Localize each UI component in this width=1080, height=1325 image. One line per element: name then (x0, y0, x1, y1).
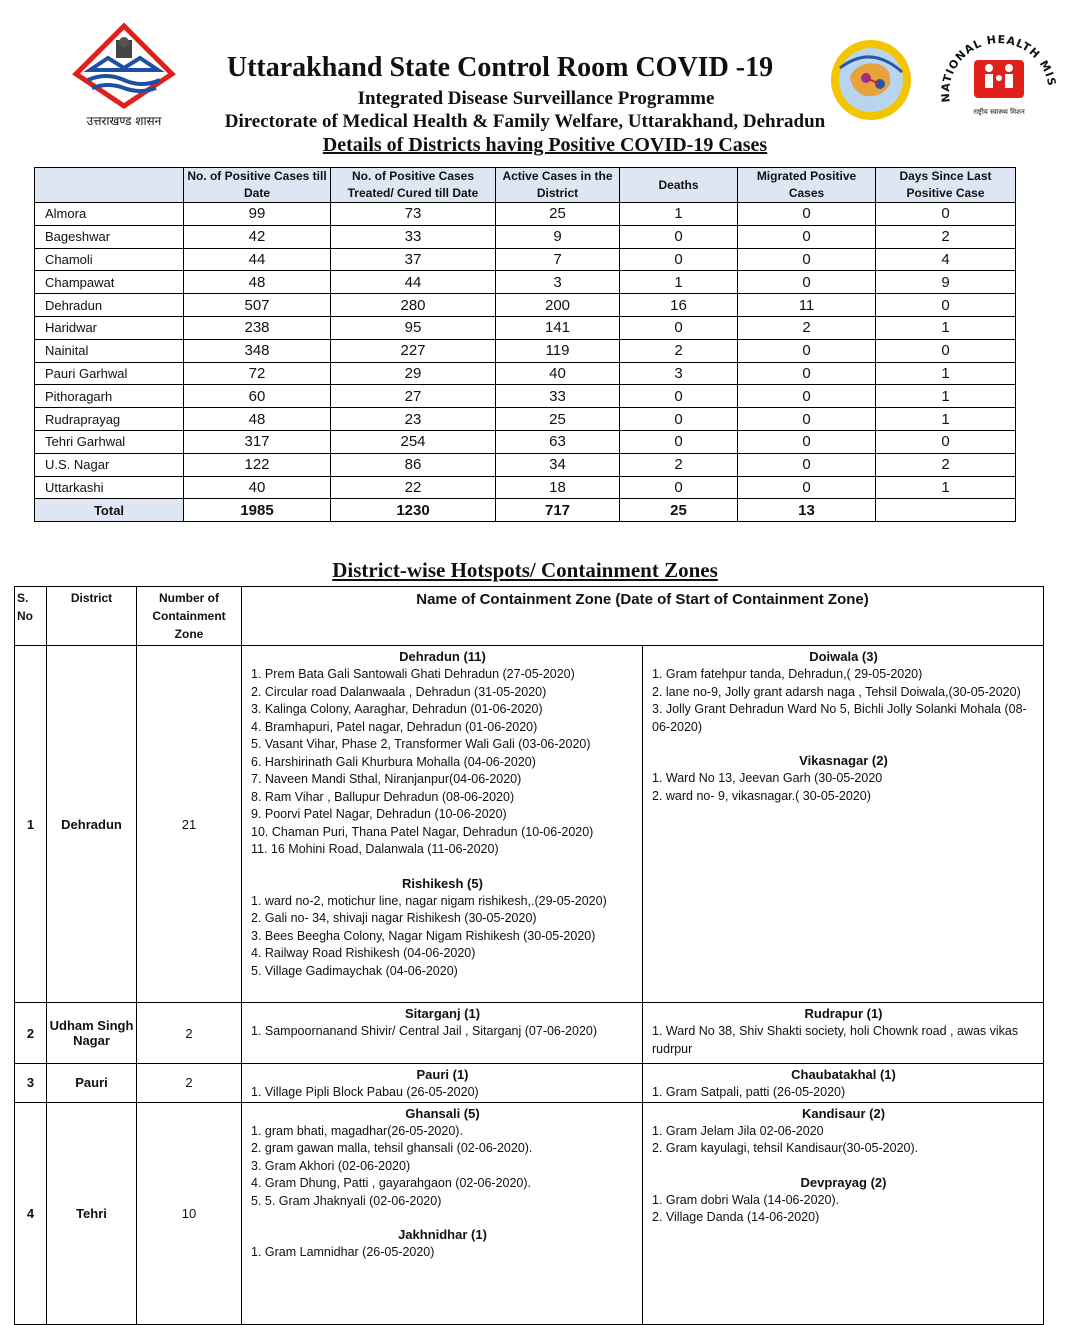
cell-positive-cases: 317 (184, 430, 331, 453)
row-zone-count: 2 (137, 1064, 242, 1103)
zone-list (652, 1084, 1035, 1102)
zone-group-title: Rishikesh (5) (402, 875, 483, 891)
total-positive-cases: 1985 (184, 499, 331, 522)
cell-cured-cases: 254 (331, 430, 496, 453)
zone-group-title: Ghansali (5) (405, 1105, 480, 1121)
cell-cured-cases: 44 (331, 271, 496, 294)
cell-cured-cases: 37 (331, 248, 496, 271)
list-item: 10. Chaman Puri, Thana Patel Nagar, Dehradun (10-06-2020) (251, 824, 594, 839)
table-row (35, 294, 1016, 317)
zones-column-left (242, 646, 643, 1002)
containment-section-title: District-wise Hotspots/ Containment Zones (332, 558, 718, 582)
nhm-arc-text: NATIONAL HEALTH MIS (938, 33, 1058, 103)
list-item: 1. Gram Lamnidhar (26-05-2020) (251, 1245, 435, 1259)
row-sno: 3 (15, 1064, 47, 1103)
table-row (35, 316, 1016, 339)
list-item: 3. Kalinga Colony, Aaraghar, Dehradun (01-06-2020) (251, 702, 543, 716)
cell-deaths: 0 (620, 408, 738, 431)
cell-deaths: 1 (620, 203, 738, 226)
cell-active-cases: 200 (496, 294, 620, 317)
cell-positive-cases: 122 (184, 453, 331, 476)
cell-migrated-cases: 0 (738, 453, 876, 476)
list-item: 4. Gram Dhung, Patti , gayarahgaon (02-06-2020). (251, 1176, 532, 1190)
cell-deaths: 16 (620, 294, 738, 317)
cell-active-cases: 40 (496, 362, 620, 385)
cell-positive-cases: 60 (184, 385, 331, 408)
cell-positive-cases: 42 (184, 225, 331, 248)
zones-grid (242, 646, 1043, 1002)
cell-migrated-cases: 0 (738, 408, 876, 431)
cell-cured-cases: 86 (331, 453, 496, 476)
list-item: 6. Harshirinath Gali Khurbura Mohalla (04-06-2020) (251, 754, 536, 769)
zone-group-title: Doiwala (3) (809, 649, 878, 664)
list-item: 7. Naveen Mandi Sthal, Niranjanpur(04-06-2020) (251, 772, 522, 786)
cases-table-header-row (35, 168, 1016, 203)
group-spacer (251, 859, 634, 875)
cell-migrated-cases: 0 (738, 385, 876, 408)
table-row (35, 225, 1016, 248)
list-item: 1. Gram Satpali, patti (26-05-2020) (652, 1085, 846, 1099)
cell-days-since-last: 9 (876, 271, 1016, 294)
cell-migrated-cases: 0 (738, 476, 876, 499)
cell-days-since-last: 0 (876, 430, 1016, 453)
zone-group-title: Chaubatakhal (1) (791, 1067, 896, 1082)
containment-row (15, 1003, 1044, 1064)
cell-active-cases: 141 (496, 316, 620, 339)
list-item: 4. Bramhapuri, Patel nagar, Dehradun (01-06-2020) (251, 719, 538, 734)
zones-column-left (242, 1103, 643, 1324)
cell-deaths: 0 (620, 316, 738, 339)
list-item: 5. Vasant Vihar, Phase 2, Transformer Wali Gali (03-06-2020) (251, 737, 591, 751)
cell-migrated-cases: 11 (738, 294, 876, 317)
cell-positive-cases: 507 (184, 294, 331, 317)
zone-group-title: Dehradun (11) (399, 649, 486, 664)
cell-migrated-cases: 0 (738, 430, 876, 453)
containment-row (15, 1064, 1044, 1103)
zones-column-right (643, 646, 1043, 1002)
cell-cured-cases: 23 (331, 408, 496, 431)
cell-deaths: 0 (620, 385, 738, 408)
list-item: 1. Gram dobri Wala (14-06-2020). (652, 1192, 840, 1207)
zone-group-title: Jakhnidhar (1) (398, 1227, 487, 1242)
zone-list (251, 666, 634, 859)
cell-active-cases: 25 (496, 203, 620, 226)
zone-list (251, 1084, 634, 1102)
cell-days-since-last: 2 (876, 225, 1016, 248)
zones-grid (242, 1103, 1043, 1324)
cell-district-name: Pauri Garhwal (35, 362, 184, 385)
cell-days-since-last: 1 (876, 385, 1016, 408)
list-item: 1. Sampoornanand Shivir/ Central Jail , Sitarganj (07-06-2020) (251, 1024, 598, 1038)
zone-group-title: Rudrapur (1) (804, 1006, 883, 1021)
group-spacer (652, 1158, 1035, 1174)
zone-group-title: Sitarganj (1) (404, 1006, 481, 1021)
cell-days-since-last: 1 (876, 476, 1016, 499)
cell-district-name: Almora (35, 203, 184, 226)
zones-column-left (242, 1003, 643, 1063)
total-district-name: Total (35, 499, 184, 522)
header-zone-names: Name of Containment Zone (Date of Start of Containment Zone) (242, 587, 1044, 646)
list-item: 1. Village Pipli Block Pabau (26-05-2020) (251, 1085, 479, 1099)
cell-district-name: Pithoragarh (35, 385, 184, 408)
cell-migrated-cases: 0 (738, 271, 876, 294)
row-sno: 2 (15, 1003, 47, 1064)
cell-deaths: 2 (620, 453, 738, 476)
cell-migrated-cases: 0 (738, 339, 876, 362)
cell-district-name: Dehradun (35, 294, 184, 317)
cell-positive-cases: 48 (184, 408, 331, 431)
cell-positive-cases: 48 (184, 271, 331, 294)
cell-positive-cases: 40 (184, 476, 331, 499)
containment-zones-table (14, 586, 1044, 1325)
table-row (35, 408, 1016, 431)
cell-district-name: Chamoli (35, 248, 184, 271)
cell-cured-cases: 280 (331, 294, 496, 317)
list-item: 1. Prem Bata Gali Santowali Ghati Dehradun (27-05-2020) (251, 667, 575, 681)
cell-deaths: 0 (620, 430, 738, 453)
table-row (35, 339, 1016, 362)
zone-group-title: Devprayag (2) (800, 1174, 887, 1190)
zone-list (251, 893, 634, 981)
header-migrated: Migrated Positive Cases (738, 168, 876, 203)
list-item: 2. lane no-9, Jolly grant adarsh naga , Tehsil Doiwala,(30-05-2020) (652, 684, 1021, 699)
cell-active-cases: 119 (496, 339, 620, 362)
cell-district-name: Rudraprayag (35, 408, 184, 431)
cell-active-cases: 63 (496, 430, 620, 453)
total-migrated-cases: 13 (738, 499, 876, 522)
row-sno: 1 (15, 646, 47, 1003)
row-district: Dehradun (47, 646, 137, 1003)
total-row (35, 499, 1016, 522)
zones-grid (242, 1064, 1043, 1102)
list-item: 2. ward no- 9, vikasnagar.( 30-05-2020) (652, 788, 871, 803)
cell-district-name: Nainital (35, 339, 184, 362)
table-row (35, 248, 1016, 271)
cell-district-name: U.S. Nagar (35, 453, 184, 476)
cell-deaths: 0 (620, 248, 738, 271)
page-title: Uttarakhand State Control Room COVID -19 (226, 52, 774, 83)
row-zones-cell (242, 646, 1044, 1003)
cell-district-name: Bageshwar (35, 225, 184, 248)
cell-migrated-cases: 0 (738, 362, 876, 385)
cell-deaths: 1 (620, 271, 738, 294)
header-district (35, 168, 184, 203)
cell-deaths: 2 (620, 339, 738, 362)
zone-list (652, 666, 1035, 736)
table-row (35, 203, 1016, 226)
list-item: 2. Gram kayulagi, tehsil Kandisaur(30-05-2020). (652, 1141, 919, 1155)
cell-days-since-last: 1 (876, 408, 1016, 431)
cell-cured-cases: 227 (331, 339, 496, 362)
list-item: 8. Ram Vihar , Ballupur Dehradun (08-06-2020) (251, 789, 515, 804)
list-item: 3. Bees Beegha Colony, Nagar Nigam Rishikesh (30-05-2020) (251, 928, 596, 943)
list-item: 1. Gram Jelam Jila 02-06-2020 (652, 1123, 824, 1138)
containment-row (15, 646, 1044, 1003)
row-zones-cell (242, 1064, 1044, 1103)
list-item: 1. Ward No 13, Jeevan Garh (30-05-2020 (652, 771, 883, 785)
cell-active-cases: 25 (496, 408, 620, 431)
row-district: Tehri (47, 1102, 137, 1324)
list-item: 9. Poorvi Patel Nagar, Dehradun (10-06-2020) (251, 807, 507, 821)
zone-list (251, 1023, 634, 1041)
header-deaths: Deaths (620, 168, 738, 203)
total-deaths: 25 (620, 499, 738, 522)
cell-cured-cases: 33 (331, 225, 496, 248)
row-district: Pauri (47, 1064, 137, 1103)
zone-list (251, 1244, 634, 1262)
nhm-hindi-caption: राष्ट्रीय स्वास्थ्य मिशन (973, 108, 1025, 116)
cell-deaths: 0 (620, 225, 738, 248)
list-item: 11. 16 Mohini Road, Dalanwala (11-06-2020) (251, 842, 499, 856)
cell-positive-cases: 44 (184, 248, 331, 271)
row-zones-cell (242, 1102, 1044, 1324)
cell-positive-cases: 238 (184, 316, 331, 339)
zone-list (652, 1023, 1035, 1058)
zone-list (652, 1192, 1035, 1227)
list-item: 1. ward no-2, motichur line, nagar nigam rishikesh,.(29-05-2020) (251, 893, 607, 908)
cell-positive-cases: 99 (184, 203, 331, 226)
table-row (35, 385, 1016, 408)
row-zone-count: 21 (137, 646, 242, 1003)
total-active-cases: 717 (496, 499, 620, 522)
zone-list (652, 770, 1035, 805)
list-item: 5. Village Gadimaychak (04-06-2020) (251, 963, 458, 978)
zones-column-left (242, 1064, 643, 1102)
zone-list (652, 1123, 1035, 1158)
cases-section-title: Details of Districts having Positive COVID-19 Cases (322, 134, 768, 156)
table-row (35, 430, 1016, 453)
zone-group-title: Kandisaur (2) (801, 1105, 886, 1121)
cell-deaths: 3 (620, 362, 738, 385)
row-zone-count: 10 (137, 1102, 242, 1324)
cell-deaths: 0 (620, 476, 738, 499)
total-cured-cases: 1230 (331, 499, 496, 522)
cell-active-cases: 18 (496, 476, 620, 499)
zones-column-right (643, 1103, 1043, 1324)
cell-cured-cases: 27 (331, 385, 496, 408)
cell-district-name: Tehri Garhwal (35, 430, 184, 453)
header-positive-cases: No. of Positive Cases till Date (184, 168, 331, 203)
list-item: 5. 5. Gram Jhaknyali (02-06-2020) (251, 1193, 442, 1208)
header-sno: S. No (15, 587, 47, 646)
total-days-since-last (876, 499, 1016, 522)
cell-cured-cases: 95 (331, 316, 496, 339)
row-sno: 4 (15, 1102, 47, 1324)
cell-migrated-cases: 0 (738, 225, 876, 248)
list-item: 3. Jolly Grant Dehradun Ward No 5, Bichli Jolly Solanki Mohala (08-06-2020) (652, 702, 1027, 734)
cell-district-name: Haridwar (35, 316, 184, 339)
cell-migrated-cases: 0 (738, 203, 876, 226)
group-spacer (652, 736, 1035, 752)
cell-active-cases: 34 (496, 453, 620, 476)
zone-group-title: Pauri (1) (416, 1067, 469, 1082)
cell-days-since-last: 4 (876, 248, 1016, 271)
cell-positive-cases: 72 (184, 362, 331, 385)
page-subtitle-idsp: Integrated Disease Surveillance Programme (357, 88, 715, 109)
table-row (35, 476, 1016, 499)
header-district: District (47, 587, 137, 646)
cell-cured-cases: 73 (331, 203, 496, 226)
page-subtitle-directorate: Directorate of Medical Health & Family Welfare, Uttarakhand, Dehradun (224, 111, 826, 132)
cell-district-name: Uttarkashi (35, 476, 184, 499)
table-row (35, 453, 1016, 476)
row-zones-cell (242, 1003, 1044, 1064)
header-active: Active Cases in the District (496, 168, 620, 203)
cell-district-name: Champawat (35, 271, 184, 294)
containment-row (15, 1102, 1044, 1324)
zone-list (251, 1123, 634, 1211)
zones-column-right (643, 1064, 1043, 1102)
containment-header-row (15, 587, 1044, 646)
cell-migrated-cases: 0 (738, 248, 876, 271)
list-item: 1. gram bhati, magadhar(26-05-2020). (251, 1123, 463, 1138)
cell-active-cases: 33 (496, 385, 620, 408)
list-item: 4. Railway Road Rishikesh (04-06-2020) (251, 946, 476, 960)
cell-active-cases: 7 (496, 248, 620, 271)
district-cases-table (34, 167, 1016, 522)
list-item: 1. Ward No 38, Shiv Shakti society, holi Chownk road , awas vikas rudrpur (652, 1024, 1019, 1056)
header-days-since: Days Since Last Positive Case (876, 168, 1016, 203)
cell-days-since-last: 2 (876, 453, 1016, 476)
zones-grid (242, 1003, 1043, 1063)
cell-migrated-cases: 2 (738, 316, 876, 339)
govt-logo-caption: उत्तराखण्ड शासन (86, 114, 162, 128)
zones-column-right (643, 1003, 1043, 1063)
header-zone-count: Number of Containment Zone (137, 587, 242, 646)
cell-days-since-last: 1 (876, 362, 1016, 385)
cell-cured-cases: 22 (331, 476, 496, 499)
cell-days-since-last: 0 (876, 203, 1016, 226)
group-spacer (251, 1210, 634, 1226)
row-district: Udham Singh Nagar (47, 1003, 137, 1064)
cell-active-cases: 3 (496, 271, 620, 294)
list-item: 2. Gali no- 34, shivaji nagar Rishikesh (30-05-2020) (251, 911, 537, 925)
list-item: 3. Gram Akhori (02-06-2020) (251, 1158, 411, 1173)
zone-group-title: Vikasnagar (2) (799, 753, 888, 768)
cell-days-since-last: 0 (876, 339, 1016, 362)
table-row (35, 362, 1016, 385)
header-cured: No. of Positive Cases Treated/ Cured till Date (331, 168, 496, 203)
cell-days-since-last: 0 (876, 294, 1016, 317)
cell-cured-cases: 29 (331, 362, 496, 385)
list-item: 2. gram gawan malla, tehsil ghansali (02-06-2020). (251, 1141, 533, 1155)
list-item: 2. Village Danda (14-06-2020) (652, 1210, 820, 1224)
list-item: 1. Gram fatehpur tanda, Dehradun,( 29-05-2020) (652, 667, 923, 681)
cell-days-since-last: 1 (876, 316, 1016, 339)
table-row (35, 271, 1016, 294)
list-item: 2. Circular road Dalanwaala , Dehradun (31-05-2020) (251, 684, 547, 699)
row-zone-count: 2 (137, 1003, 242, 1064)
cell-active-cases: 9 (496, 225, 620, 248)
cell-positive-cases: 348 (184, 339, 331, 362)
